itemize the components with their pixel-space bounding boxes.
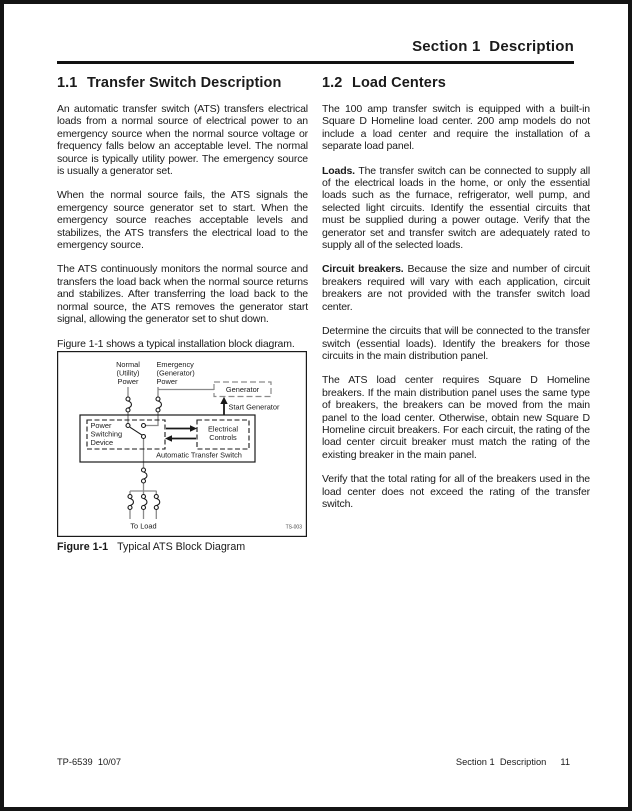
ats-label: Automatic Transfer Switch xyxy=(156,450,242,460)
svg-text:Power: Power xyxy=(117,377,139,386)
generator-label: Generator xyxy=(225,385,260,394)
arrow-left-icon xyxy=(165,435,172,442)
figure-caption xyxy=(57,541,245,554)
paragraph xyxy=(57,103,308,177)
ats-block-diagram-svg xyxy=(57,351,307,537)
paragraph-text: Determine the circuits that will be connected to the transfer switch (essential loads). Identify the breakers for those circuits in the main distribution panel. xyxy=(322,325,590,362)
footer-page-number: 11 xyxy=(560,757,570,767)
paragraph-text: Figure 1-1 shows a typical installation block diagram. xyxy=(57,337,295,350)
paragraph xyxy=(57,263,308,325)
svg-text:Switching: Switching xyxy=(90,429,123,439)
start-generator-label: Start Generator xyxy=(228,402,280,412)
diagram-labels xyxy=(91,360,303,531)
figure-caption-text: Typical ATS Block Diagram xyxy=(117,541,246,553)
svg-text:Power: Power xyxy=(156,377,178,386)
paragraph xyxy=(322,374,590,461)
footer-right xyxy=(456,757,570,767)
svg-text:(Generator): (Generator) xyxy=(156,368,195,378)
section-title: Load Centers xyxy=(352,75,446,91)
paragraph-text: Because the size and number of circuit breakers required will vary with each application, circuit breakers are not provided with the transfer switch load center. xyxy=(322,263,590,313)
page-header-title: Section 1 Description xyxy=(412,38,574,55)
footer-doc-number: TP-6539 10/07 xyxy=(57,757,122,767)
paragraph-text: The transfer switch can be connected to supply all of the electrical loads in the home, or only the essential loads such as the furnace, refrigerator, well pump, and selected light circuits. Identify the essential circuits that must be supplied during a power outage. Verify that the generator set and transfer switch are adequately rated to supply all of the selected loads. xyxy=(322,164,590,252)
svg-text:(Utility): (Utility) xyxy=(116,368,140,378)
electrical-controls-label: Electrical xyxy=(208,424,238,434)
paragraph-lead: Circuit breakers. xyxy=(322,263,404,276)
to-load-label: To Load xyxy=(130,521,157,531)
paragraph-text: The ATS load center requires Square D Homeline breakers. If the main distribution panel uses the same type of breakers, the breakers can be moved from the main panel to the load center. Otherwise, obtain new Square D Homeline circuit breakers. For each circuit, the rating of the load center circuit breaker must match the rating of the existing breaker in the main panel. xyxy=(322,374,590,461)
footer-section-label: Section 1 Description xyxy=(455,757,547,767)
power-switching-device-label: Power xyxy=(90,421,112,430)
paragraph-circuit-breakers xyxy=(322,263,590,313)
drawing-ref-label: TS-003 xyxy=(285,524,302,531)
paragraph-text: An automatic transfer switch (ATS) transfers electrical loads from a normal source of electrical power to an emergency source when the normal source voltage or frequency falls below an acceptable level. The normal source is typically utility power. The emergency source is usually a generator set. xyxy=(57,103,308,178)
figure-caption-label: Figure 1-1 xyxy=(57,541,109,553)
paragraph-lead: Loads. xyxy=(322,164,355,177)
start-generator-arrow xyxy=(220,397,227,415)
paragraph-text: The ATS continuously monitors the normal source and transfers the load back when the normal source returns and stabilizes. After transferring the load back to the normal source, the ATS removes the generator start signal, allowing the generator set to shut down. xyxy=(57,263,308,326)
transfer-switch-symbol xyxy=(126,424,146,439)
control-signal-arrows xyxy=(165,425,197,442)
arrow-up-icon xyxy=(220,397,227,404)
paragraph-loads xyxy=(322,165,590,252)
section-heading-1-2 xyxy=(322,75,590,91)
emergency-power-label: Emergency xyxy=(156,360,194,369)
paragraph xyxy=(322,473,590,510)
svg-text:Controls: Controls xyxy=(209,433,237,442)
figure-intro-paragraph xyxy=(57,338,308,350)
section-number: 1.1 xyxy=(57,75,78,91)
arrow-right-icon xyxy=(190,425,197,432)
section-title: Transfer Switch Description xyxy=(87,75,282,91)
svg-text:Device: Device xyxy=(90,438,114,447)
normal-power-label: Normal xyxy=(116,360,140,369)
header-rule xyxy=(57,61,574,64)
section-heading-1-1 xyxy=(57,75,308,91)
paragraph xyxy=(322,325,590,362)
paragraph-text: When the normal source fails, the ATS signals the emergency source generator set to start. When the emergency source reaches acceptable levels and stabilizes, the ATS transfers the electrical load to the emergency source. xyxy=(57,189,308,252)
paragraph xyxy=(322,103,590,153)
ats-block-diagram-figure xyxy=(57,351,307,537)
paragraph-text: Verify that the total rating for all of the breakers used in the load center does not exceed the rating of the transfer switch. xyxy=(322,473,590,510)
left-column xyxy=(57,75,308,362)
right-column xyxy=(322,75,590,522)
paragraph xyxy=(57,189,308,251)
paragraph-text: The 100 amp transfer switch is equipped with a built-in Square D Homeline load center. 200 amp models do not include a load center and require the installation of a separate load panel. xyxy=(322,103,590,153)
section-number: 1.2 xyxy=(322,75,343,91)
